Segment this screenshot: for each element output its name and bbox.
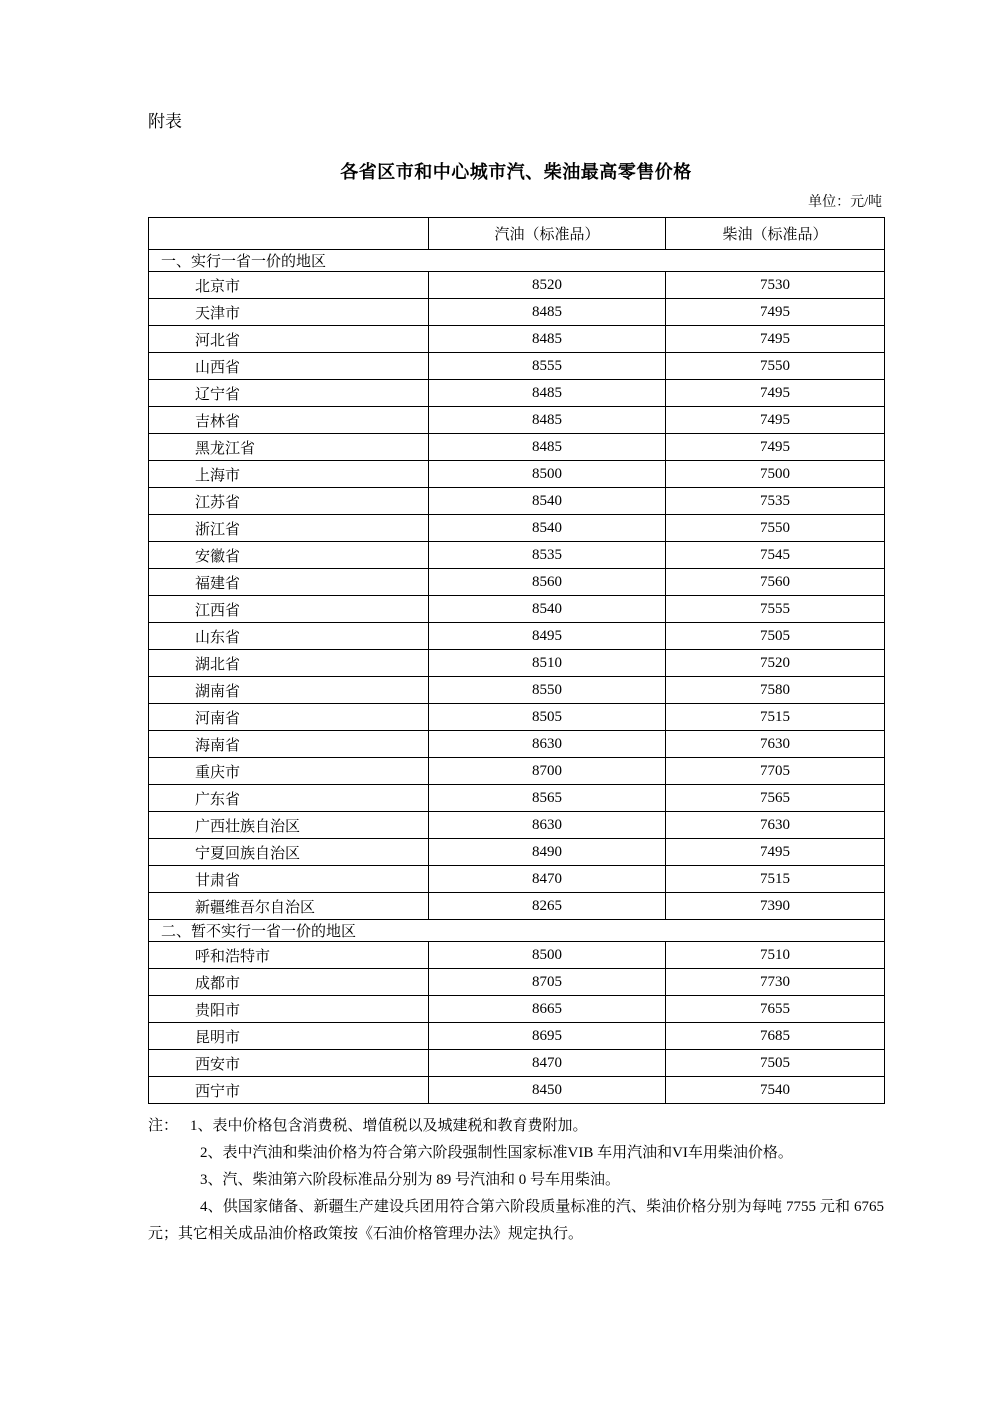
region-cell: 河南省 <box>149 704 429 731</box>
col-header-region <box>149 218 429 250</box>
gasoline-price-cell: 8485 <box>429 326 666 353</box>
diesel-price-cell: 7545 <box>666 542 885 569</box>
section-header: 二、暂不实行一省一价的地区 <box>149 920 885 942</box>
section-header-row <box>149 920 885 942</box>
notes-block <box>148 1113 884 1248</box>
diesel-price-cell: 7500 <box>666 461 885 488</box>
table-row <box>149 704 885 731</box>
region-cell: 河北省 <box>149 326 429 353</box>
table-row <box>149 1077 885 1104</box>
diesel-price-cell: 7505 <box>666 623 885 650</box>
note-item: 4、供国家储备、新疆生产建设兵团用符合第六阶段质量标准的汽、柴油价格分别为每吨 7755 元和 6765 元；其它相关成品油价格政策按《石油价格管理办法》规定执行。 <box>148 1199 884 1242</box>
gasoline-price-cell: 8540 <box>429 596 666 623</box>
table-row <box>149 866 885 893</box>
table-row <box>149 996 885 1023</box>
table-row <box>149 758 885 785</box>
table-row <box>149 569 885 596</box>
note-text: 1、表中价格包含消费税、增值税以及城建税和教育费附加。 <box>190 1118 588 1134</box>
diesel-price-cell: 7555 <box>666 596 885 623</box>
diesel-price-cell: 7630 <box>666 812 885 839</box>
gasoline-price-cell: 8485 <box>429 407 666 434</box>
table-row <box>149 515 885 542</box>
gasoline-price-cell: 8485 <box>429 380 666 407</box>
gasoline-price-cell: 8505 <box>429 704 666 731</box>
gasoline-price-cell: 8565 <box>429 785 666 812</box>
diesel-price-cell: 7550 <box>666 515 885 542</box>
diesel-price-cell: 7495 <box>666 839 885 866</box>
region-cell: 成都市 <box>149 969 429 996</box>
diesel-price-cell: 7580 <box>666 677 885 704</box>
table-row <box>149 299 885 326</box>
region-cell: 新疆维吾尔自治区 <box>149 893 429 920</box>
diesel-price-cell: 7495 <box>666 326 885 353</box>
diesel-price-cell: 7705 <box>666 758 885 785</box>
gasoline-price-cell: 8265 <box>429 893 666 920</box>
table-row <box>149 623 885 650</box>
region-cell: 山东省 <box>149 623 429 650</box>
region-cell: 甘肃省 <box>149 866 429 893</box>
diesel-price-cell: 7515 <box>666 704 885 731</box>
gasoline-price-cell: 8540 <box>429 488 666 515</box>
table-row <box>149 488 885 515</box>
section-header: 一、实行一省一价的地区 <box>149 250 885 272</box>
diesel-price-cell: 7495 <box>666 380 885 407</box>
note-item <box>148 1113 884 1140</box>
gasoline-price-cell: 8535 <box>429 542 666 569</box>
diesel-price-cell: 7505 <box>666 1050 885 1077</box>
gasoline-price-cell: 8490 <box>429 839 666 866</box>
region-cell: 浙江省 <box>149 515 429 542</box>
region-cell: 广西壮族自治区 <box>149 812 429 839</box>
table-row <box>149 380 885 407</box>
region-cell: 黑龙江省 <box>149 434 429 461</box>
unit-label: 单位：元/吨 <box>808 195 882 210</box>
region-cell: 广东省 <box>149 785 429 812</box>
table-row <box>149 326 885 353</box>
region-cell: 重庆市 <box>149 758 429 785</box>
table-row <box>149 542 885 569</box>
table-row <box>149 812 885 839</box>
gasoline-price-cell: 8485 <box>429 434 666 461</box>
note-item: 2、表中汽油和柴油价格为符合第六阶段强制性国家标准VIB 车用汽油和VI车用柴油价格。 <box>200 1145 793 1161</box>
gasoline-price-cell: 8540 <box>429 515 666 542</box>
notes-label: 注： <box>148 1118 179 1134</box>
gasoline-price-cell: 8665 <box>429 996 666 1023</box>
diesel-price-cell: 7655 <box>666 996 885 1023</box>
diesel-price-cell: 7540 <box>666 1077 885 1104</box>
diesel-price-cell: 7510 <box>666 942 885 969</box>
region-cell: 吉林省 <box>149 407 429 434</box>
region-cell: 宁夏回族自治区 <box>149 839 429 866</box>
gasoline-price-cell: 8470 <box>429 1050 666 1077</box>
gasoline-price-cell: 8560 <box>429 569 666 596</box>
table-row <box>149 272 885 299</box>
table-row <box>149 461 885 488</box>
gasoline-price-cell: 8510 <box>429 650 666 677</box>
gasoline-price-cell: 8450 <box>429 1077 666 1104</box>
col-header-gasoline: 汽油（标准品） <box>429 218 666 250</box>
gasoline-price-cell: 8550 <box>429 677 666 704</box>
diesel-price-cell: 7515 <box>666 866 885 893</box>
region-cell: 湖南省 <box>149 677 429 704</box>
diesel-price-cell: 7550 <box>666 353 885 380</box>
diesel-price-cell: 7390 <box>666 893 885 920</box>
table-row <box>149 942 885 969</box>
diesel-price-cell: 7685 <box>666 1023 885 1050</box>
table-row <box>149 596 885 623</box>
gasoline-price-cell: 8520 <box>429 272 666 299</box>
table-row <box>149 1050 885 1077</box>
diesel-price-cell: 7630 <box>666 731 885 758</box>
table-row <box>149 839 885 866</box>
region-cell: 西宁市 <box>149 1077 429 1104</box>
gasoline-price-cell: 8695 <box>429 1023 666 1050</box>
table-row <box>149 893 885 920</box>
region-cell: 上海市 <box>149 461 429 488</box>
region-cell: 呼和浩特市 <box>149 942 429 969</box>
diesel-price-cell: 7495 <box>666 407 885 434</box>
table-row <box>149 434 885 461</box>
region-cell: 天津市 <box>149 299 429 326</box>
diesel-price-cell: 7520 <box>666 650 885 677</box>
region-cell: 北京市 <box>149 272 429 299</box>
gasoline-price-cell: 8500 <box>429 942 666 969</box>
gasoline-price-cell: 8485 <box>429 299 666 326</box>
attachment-label: 附表 <box>148 112 182 131</box>
diesel-price-cell: 7495 <box>666 299 885 326</box>
diesel-price-cell: 7560 <box>666 569 885 596</box>
table-row <box>149 677 885 704</box>
note-item: 3、汽、柴油第六阶段标准品分别为 89 号汽油和 0 号车用柴油。 <box>200 1172 621 1188</box>
region-cell: 安徽省 <box>149 542 429 569</box>
col-header-diesel: 柴油（标准品） <box>666 218 885 250</box>
gasoline-price-cell: 8700 <box>429 758 666 785</box>
gasoline-price-cell: 8555 <box>429 353 666 380</box>
table-row <box>149 969 885 996</box>
price-table <box>148 217 885 1104</box>
region-cell: 辽宁省 <box>149 380 429 407</box>
page-title: 各省区市和中心城市汽、柴油最高零售价格 <box>340 162 692 182</box>
gasoline-price-cell: 8470 <box>429 866 666 893</box>
diesel-price-cell: 7565 <box>666 785 885 812</box>
table-header-row <box>149 218 885 250</box>
diesel-price-cell: 7495 <box>666 434 885 461</box>
gasoline-price-cell: 8500 <box>429 461 666 488</box>
region-cell: 福建省 <box>149 569 429 596</box>
diesel-price-cell: 7535 <box>666 488 885 515</box>
gasoline-price-cell: 8630 <box>429 812 666 839</box>
table-row <box>149 785 885 812</box>
region-cell: 江苏省 <box>149 488 429 515</box>
region-cell: 贵阳市 <box>149 996 429 1023</box>
region-cell: 湖北省 <box>149 650 429 677</box>
section-header-row <box>149 250 885 272</box>
table-row <box>149 650 885 677</box>
region-cell: 昆明市 <box>149 1023 429 1050</box>
region-cell: 山西省 <box>149 353 429 380</box>
region-cell: 江西省 <box>149 596 429 623</box>
diesel-price-cell: 7730 <box>666 969 885 996</box>
table-row <box>149 407 885 434</box>
gasoline-price-cell: 8630 <box>429 731 666 758</box>
diesel-price-cell: 7530 <box>666 272 885 299</box>
gasoline-price-cell: 8705 <box>429 969 666 996</box>
region-cell: 海南省 <box>149 731 429 758</box>
table-row <box>149 731 885 758</box>
gasoline-price-cell: 8495 <box>429 623 666 650</box>
table-row <box>149 353 885 380</box>
region-cell: 西安市 <box>149 1050 429 1077</box>
table-row <box>149 1023 885 1050</box>
